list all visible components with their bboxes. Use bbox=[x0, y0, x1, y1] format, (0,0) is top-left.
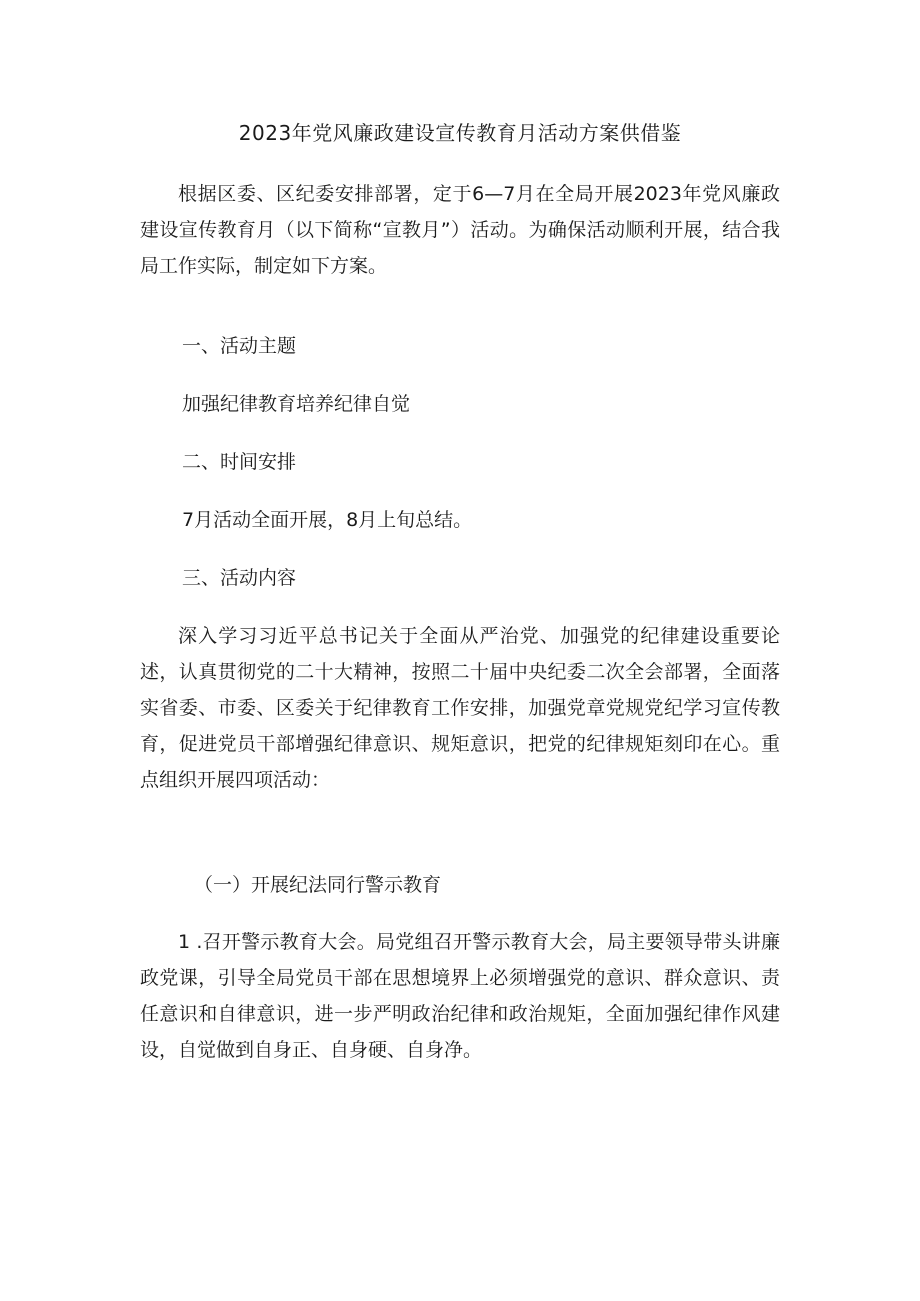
section-heading-schedule: 二、时间安排 bbox=[182, 451, 297, 473]
document-title: 2023年党风廉政建设宣传教育月活动方案供借鉴 bbox=[238, 121, 682, 145]
schedule-content: 7月活动全面开展，8月上旬总结。 bbox=[182, 509, 473, 531]
theme-content: 加强纪律教育培养纪律自觉 bbox=[182, 393, 411, 415]
subsection-heading-warning-education: （一）开展纪法同行警示教育 bbox=[194, 874, 442, 896]
intro-paragraph: 根据区委、区纪委安排部署，定于6—7月在全局开展2023年党风廉政建设宣传教育月（以下简称“宣教月”）活动。为确保活动顺利开展，结合我局工作实际，制定如下方案。 bbox=[140, 183, 780, 277]
section-heading-theme: 一、活动主题 bbox=[182, 335, 297, 357]
item-paragraph-warning-conference: 1 .召开警示教育大会。局党组召开警示教育大会，局主要领导带头讲廉政党课，引导全局党员干部在思想境界上必须增强党的意识、群众意识、责任意识和自律意识，进一步严明政治纪律和政治规矩，全面加强纪律作风建设，自觉做到自身正、自身硬、自身净。 bbox=[140, 931, 780, 1061]
content-paragraph: 深入学习习近平总书记关于全面从严治党、加强党的纪律建设重要论述，认真贯彻党的二十大精神，按照二十届中央纪委二次全会部署，全面落实省委、市委、区委关于纪律教育工作安排，加强党章党规党纪学习宣传教育，促进党员干部增强纪律意识、规矩意识，把党的纪律规矩刻印在心。重点组织开展四项活动： bbox=[140, 625, 780, 791]
section-heading-content: 三、活动内容 bbox=[182, 567, 297, 589]
